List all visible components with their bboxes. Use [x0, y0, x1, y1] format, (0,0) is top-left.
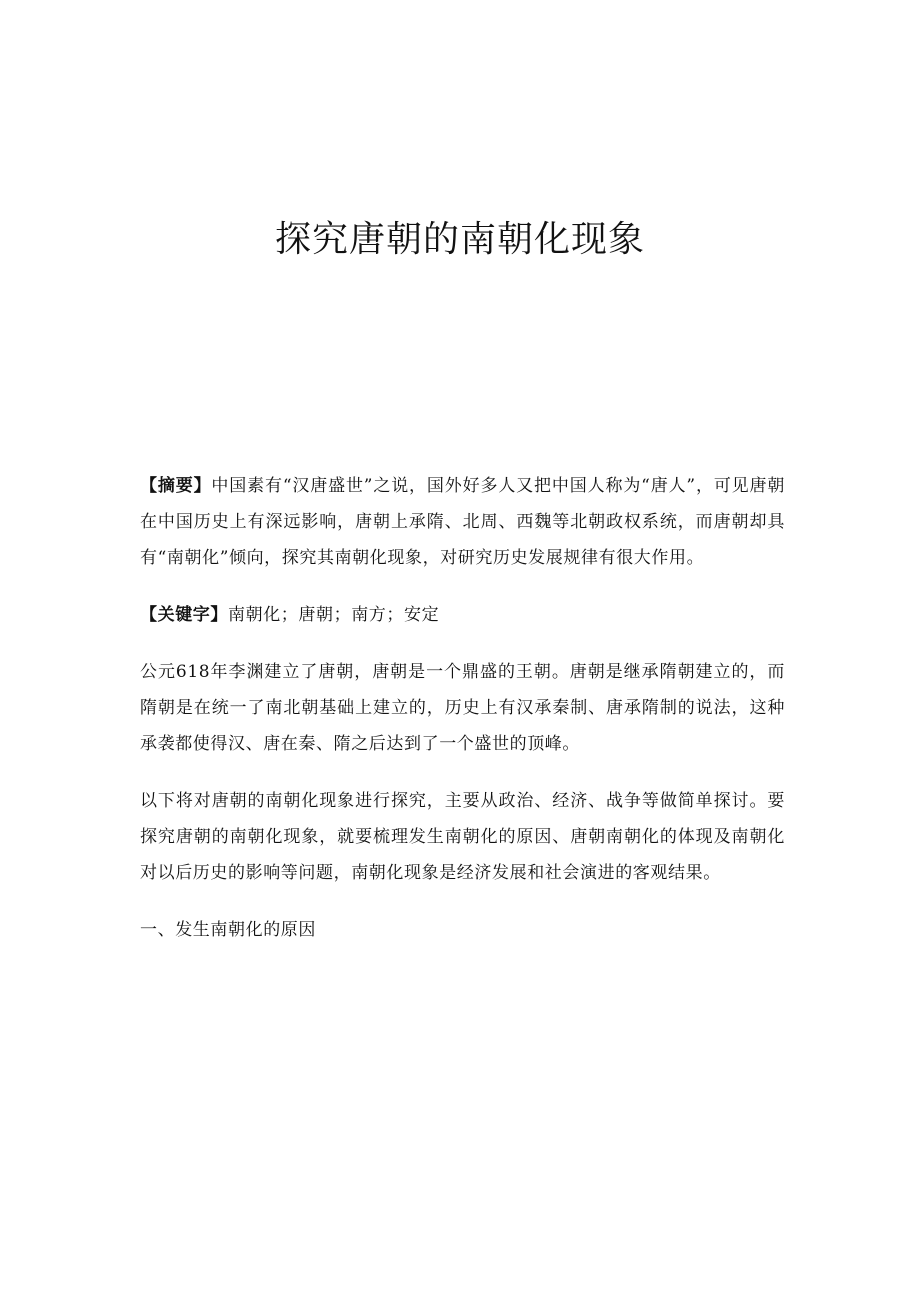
- abstract-label: 【摘要】: [140, 476, 212, 496]
- keywords-paragraph: [140, 597, 785, 633]
- abstract-text: 中国素有“汉唐盛世”之说，国外好多人又把中国人称为“唐人”，可见唐朝在中国历史上有深远影响，唐朝上承隋、北周、西魏等北朝政权系统，而唐朝却具有“南朝化”倾向，探究其南朝化现象，对研究历史发展规律有很大作用。: [140, 476, 785, 568]
- document-title: 探究唐朝的南朝化现象: [274, 219, 645, 260]
- keywords-label: 【关键字】: [140, 605, 228, 625]
- abstract-paragraph: [140, 468, 785, 576]
- document-body: [140, 468, 785, 948]
- keywords-text: 南朝化；唐朝；南方；安定: [228, 605, 440, 625]
- body-paragraph-2: 以下将对唐朝的南朝化现象进行探究，主要从政治、经济、战争等做简单探讨。要探究唐朝的南朝化现象，就要梳理发生南朝化的原因、唐朝南朝化的体现及南朝化对以后历史的影响等问题，南朝化现象是经济发展和社会演进的客观结果。: [140, 791, 785, 883]
- section-heading: 一、发生南朝化的原因: [140, 920, 316, 940]
- body-paragraph-1: 公元618年李渊建立了唐朝，唐朝是一个鼎盛的王朝。唐朝是继承隋朝建立的，而隋朝是在统一了南北朝基础上建立的，历史上有汉承秦制、唐承隋制的说法，这种承袭都使得汉、唐在秦、隋之后达到了一个盛世的顶峰。: [140, 662, 785, 754]
